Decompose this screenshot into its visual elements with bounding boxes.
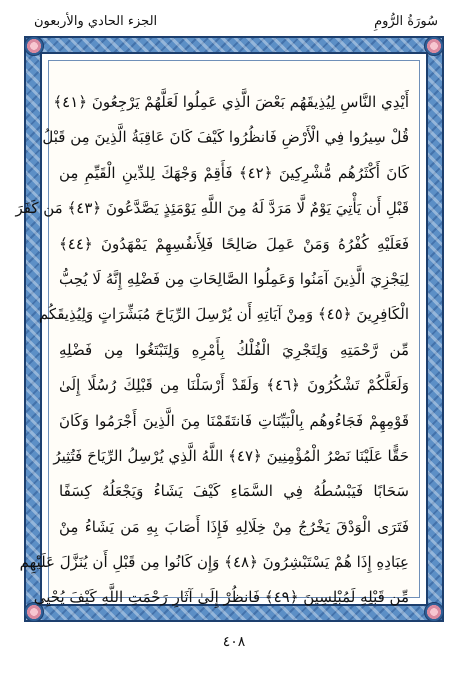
inner-border <box>15 52 428 607</box>
verse-line: أَيْدِي النَّاسِ لِيُذِيقَهُم بَعْضَ الَّذِي عَمِلُوا لَعَلَّهُمْ يَرْجِعُونَ ﴿٤١﴾ <box>53 93 409 111</box>
verse-line: قَوْمِهِمْ فَجَاءُوهُم بِالْبَيِّنَاتِ فَانتَقَمْنَا مِنَ الَّذِينَ أَجْرَمُوا وَكَانَ <box>59 411 409 430</box>
verse-line: فَتَرَى الْوَدْقَ يَخْرُجُ مِنْ خِلَالِهِ فَإِذَا أَصَابَ بِهِ مَن يَشَاءُ مِنْ <box>59 517 409 536</box>
verse-line: وَلَعَلَّكُمْ تَشْكُرُونَ ﴿٤٦﴾ وَلَقَدْ أَرْسَلْنَا مِن قَبْلِكَ رُسُلًا إِلَىٰ <box>59 376 409 395</box>
verse-line: قُلْ سِيرُوا فِي الْأَرْضِ فَانظُرُوا كَيْفَ كَانَ عَاقِبَةُ الَّذِينَ مِن قَبْلُ <box>42 128 409 147</box>
verse-line: سَحَابًا فَيَبْسُطُهُ فِي السَّمَاءِ كَيْفَ يَشَاءُ وَيَجْعَلُهُ كِسَفًا <box>59 482 409 501</box>
verse-lines <box>15 85 409 616</box>
verse-line: لِيَجْزِيَ الَّذِينَ آمَنُوا وَعَمِلُوا الصَّالِحَاتِ مِن فَضْلِهِ إِنَّهُ لَا يُحِبُّ <box>59 269 409 288</box>
text-panel <box>15 60 420 607</box>
juz-title: الجزء الحادي والأربعون <box>34 14 158 29</box>
verse-line: عِبَادِهِ إِذَا هُمْ يَسْتَبْشِرُونَ ﴿٤٨﴾ وَإِن كَانُوا مِن قَبْلِ أَن يُنَزَّلَ عَلَيْهِم <box>19 553 409 572</box>
verse-line: حَقًّا عَلَيْنَا نَصْرُ الْمُؤْمِنِينَ ﴿٤٧﴾ اللَّهُ الَّذِي يُرْسِلُ الرِّيَاحَ فَتُثِيرُ <box>53 446 409 465</box>
verse-line: قَبْلِ أَن يَأْتِيَ يَوْمٌ لَّا مَرَدَّ لَهُ مِنَ اللَّهِ يَوْمَئِذٍ يَصَّدَّعُونَ ﴿٤٣﴾ مَن كَفَرَ <box>15 199 409 218</box>
verse-line: فَعَلَيْهِ كُفْرُهُ وَمَنْ عَمِلَ صَالِحًا فَلِأَنفُسِهِمْ يَمْهَدُونَ ﴿٤٤﴾ <box>59 234 409 253</box>
verse-line: كَانَ أَكْثَرُهُم مُّشْرِكِينَ ﴿٤٢﴾ فَأَقِمْ وَجْهَكَ لِلدِّينِ الْقَيِّمِ مِن <box>59 163 409 182</box>
ornamental-frame <box>15 36 444 622</box>
page-number: ٤٠٨ <box>222 634 246 650</box>
surah-title: سُورَةُ الرُّومِ <box>374 14 438 29</box>
verse-line: الْكَافِرِينَ ﴿٤٥﴾ وَمِنْ آيَاتِهِ أَن يُرْسِلَ الرِّيَاحَ مُبَشِّرَاتٍ وَلِيُذِيقَكُم <box>38 305 409 324</box>
verse-line: مِّن قَبْلِهِ لَمُبْلِسِينَ ﴿٤٩﴾ فَانظُرْ إِلَىٰ آثَارِ رَحْمَتِ اللَّهِ كَيْفَ يُحْيِي <box>33 588 409 607</box>
verse-line: مِّن رَّحْمَتِهِ وَلِتَجْرِيَ الْفُلْكُ بِأَمْرِهِ وَلِتَبْتَغُوا مِن فَضْلِهِ <box>59 340 409 359</box>
